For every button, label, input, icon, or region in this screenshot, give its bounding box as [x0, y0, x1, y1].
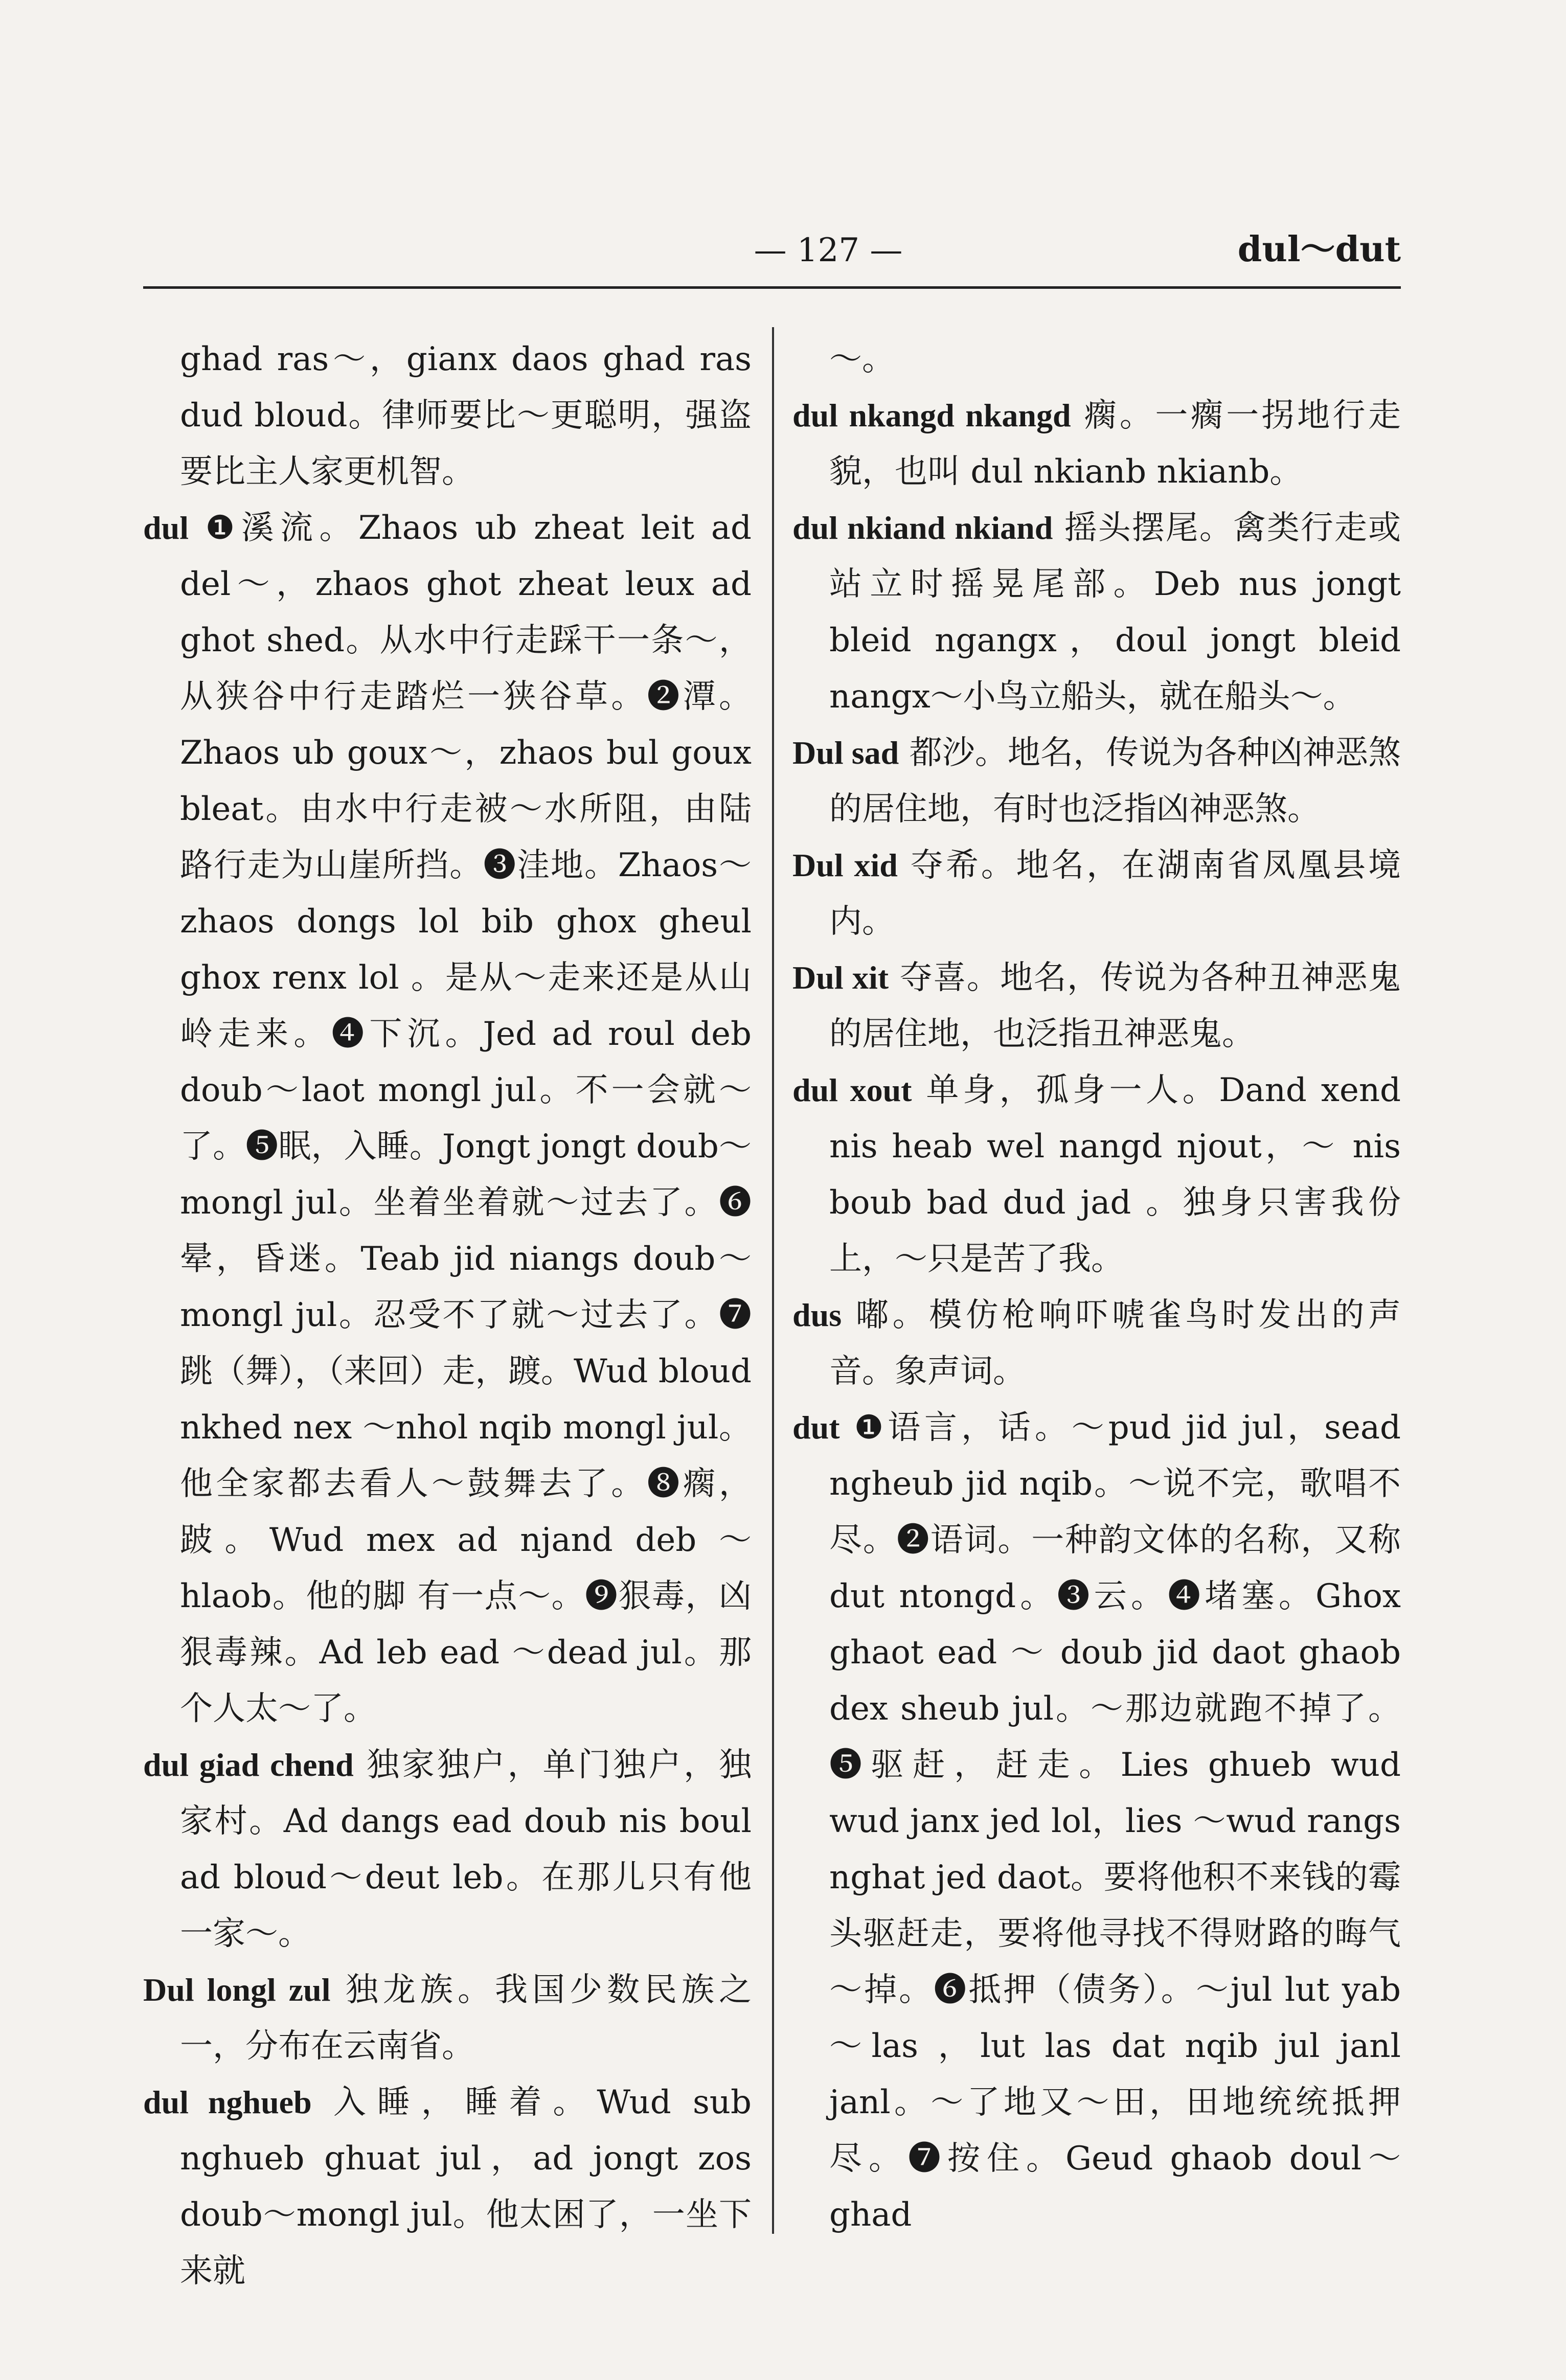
entry-text: 单身，孤身一人。Dand xend nis heab wel nangd njout，～ nis boub bad dud jad 。独身只害我份上，～只是苦了我。 [829, 1071, 1401, 1278]
entry-headword: dul [143, 510, 189, 546]
column-divider [772, 327, 774, 2234]
entry-headword: dus [792, 1297, 842, 1333]
entry-text: 入睡，睡着。Wud sub nghueb ghuat jul，ad jongt zos doub～mongl jul。他太困了，一坐下来就 [180, 2084, 752, 2290]
dictionary-entry [792, 950, 1401, 1062]
entry-text: 独家独户，单门独户，独家村。Ad dangs ead doub nis boul ad bloud～deut leb。在那儿只有他一家～。 [180, 1746, 752, 1953]
entry-text: 都沙。地名，传说为各种凶神恶煞的居住地，有时也泛指凶神恶煞。 [829, 734, 1401, 828]
entry-headword: Dul xid [792, 847, 898, 883]
page-header [143, 220, 1401, 276]
entry-headword: dul giad chend [143, 1747, 354, 1783]
entry-headword: dut [792, 1409, 840, 1446]
page-number: — 127 — [754, 232, 903, 269]
entry-text: 嘟。模仿枪响吓唬雀鸟时发出的声音。象声词。 [829, 1296, 1401, 1390]
entry-headword: Dul longl zul [143, 1972, 331, 2008]
dictionary-entry [143, 331, 752, 500]
dictionary-entry [143, 500, 752, 1737]
right-column [792, 331, 1401, 2243]
entry-text: 夺喜。地名，传说为各种丑神恶鬼的居住地，也泛指丑神恶鬼。 [829, 959, 1401, 1053]
header-rule [143, 286, 1401, 289]
entry-text: 摇头摆尾。禽类行走或站立时摇晃尾部。Deb nus jongt bleid ngangx，doul jongt bleid nangx～小鸟立船头，就在船头～。 [829, 509, 1401, 716]
dictionary-entry [792, 500, 1401, 725]
dictionary-entry [792, 331, 1401, 387]
dictionary-entry [792, 1062, 1401, 1287]
dictionary-entry [792, 725, 1401, 837]
dictionary-entry [143, 1962, 752, 2074]
entry-text: 夺希。地名，在湖南省凤凰县境内。 [829, 846, 1401, 941]
entry-text: ❶语言，话。～pud jid jul，sead ngheub jid nqib。～说不完，歌唱不尽。❷语词。一种韵文体的名称，又称 dut ntongd。❸云。❹堵塞。Ghox ghaot ead ～ doub jid daot ghaob dex sheub jul。～那边就跑不掉了。❺驱赶，赶走。Lies ghueb wud wud janx jed lol，lies ～wud rangs nghat jed daot。要将他积不来钱的霉头驱赶走，要将他寻找不得财路的晦气～掉。❻抵押（债务）。～jul lut yab ～las ，lut las dat nqib jul janl janl。～了地又～田，田地统统抵押尽。❼按住。Geud ghaob doul～ ghad [829, 1409, 1401, 2234]
dictionary-entry [143, 2074, 752, 2299]
entry-text: 独龙族。我国少数民族之一，分布在云南省。 [180, 1971, 752, 2065]
entry-text: ～。 [829, 340, 895, 378]
running-head: dul～dut [1237, 229, 1401, 270]
dictionary-entry [792, 1287, 1401, 1400]
entry-headword: dul xout [792, 1072, 912, 1108]
entry-text: ghad ras～，gianx daos ghad ras dud bloud。律师要比～更聪明，强盗要比主人家更机智。 [180, 340, 752, 491]
entry-headword: dul nkiand nkiand [792, 510, 1053, 546]
dictionary-entry [792, 387, 1401, 500]
left-column [143, 331, 752, 2299]
entry-headword: dul nghueb [143, 2084, 312, 2120]
entry-headword: Dul xit [792, 959, 889, 996]
dictionary-entry [792, 1400, 1401, 2243]
dictionary-entry [792, 837, 1401, 950]
dictionary-entry [143, 1737, 752, 1962]
entry-text: ❶溪流。Zhaos ub zheat leit ad del～，zhaos ghot zheat leux ad ghot shed。从水中行走踩干一条～，从狭谷中行走踏烂一狭谷草。❷潭。Zhaos ub goux～，zhaos bul goux bleat。由水中行走被～水所阻，由陆路行走为山崖所挡。❸洼地。Zhaos～zhaos dongs lol bib ghox gheul ghox renx lol 。是从～走来还是从山岭走来。❹下沉。Jed ad roul deb doub～laot mongl jul。不一会就～了。❺眠，入睡。Jongt jongt doub～mongl jul。坐着坐着就～过去了。❻晕，昏迷。Teab jid niangs doub～mongl jul。忍受不了就～过去了。❼跳（舞），（来回）走，踱。Wud bloud nkhed nex ～nhol nqib mongl jul。他全家都去看人～鼓舞去了。❽瘸，跛。Wud mex ad njand deb ～hlaob。他的脚 有一点～。❾狠毒，凶狠毒辣。Ad leb ead ～dead jul。那个人太～了。 [180, 509, 752, 1728]
entry-headword: dul nkangd nkangd [792, 397, 1071, 433]
entry-headword: Dul sad [792, 735, 899, 771]
entry-text: 瘸。一瘸一拐地行走貌，也叫 dul nkianb nkianb。 [829, 397, 1401, 491]
